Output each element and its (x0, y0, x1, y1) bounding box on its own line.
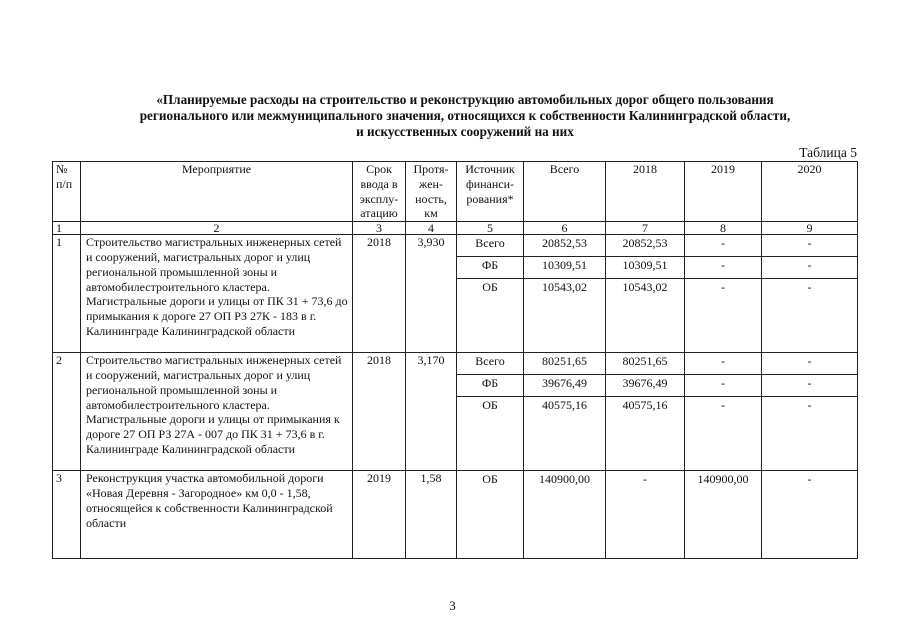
year-2018-cell-group (606, 353, 685, 471)
year-2020-cell: - (762, 375, 857, 397)
length-km: 3,170 (406, 353, 457, 471)
year-2019-cell: - (685, 375, 761, 397)
source-cell-group (457, 353, 524, 471)
total-cell-group (524, 471, 606, 559)
year-2018-cell: 39676,49 (606, 375, 684, 397)
header-2018: 2018 (606, 162, 685, 222)
year-2018-cell: 20852,53 (622, 236, 668, 251)
col-number: 3 (353, 222, 406, 235)
year-2020-cell: - (807, 354, 812, 369)
year-2018-cell: 10309,51 (606, 257, 684, 279)
title-line-2: регионального или межмуниципального значения, относящихся к собственности Калининградской области, (139, 108, 791, 123)
source-cell: ОБ (482, 472, 498, 487)
commission-year: 2019 (353, 471, 406, 559)
expenses-table (52, 161, 858, 559)
col-number: 1 (53, 222, 81, 235)
total-cell: 40575,16 (524, 397, 605, 419)
year-2020-cell-group (762, 471, 858, 559)
source-cell: ОБ (457, 279, 523, 301)
year-2018-cell: 80251,65 (622, 354, 668, 369)
total-cell: 20852,53 (542, 236, 587, 251)
length-km: 3,930 (406, 235, 457, 353)
header-total: Всего (524, 162, 606, 222)
year-2019-cell: - (685, 279, 761, 301)
header-term: Срок ввода в эксплу- атацию (353, 162, 406, 222)
source-cell: ОБ (457, 397, 523, 419)
header-2020: 2020 (762, 162, 858, 222)
length-km: 1,58 (406, 471, 457, 559)
total-cell-group (524, 235, 606, 353)
total-cell: 140900,00 (539, 472, 590, 487)
row-number: 1 (53, 235, 81, 353)
source-cell: ФБ (457, 257, 523, 279)
table-row (53, 353, 858, 471)
year-2019-cell-group (685, 353, 762, 471)
year-2018-cell: 40575,16 (606, 397, 684, 419)
event-description: Реконструкция участка автомобильной дороги «Новая Деревня - Загородное» км 0,0 - 1,58, относящейся к собственности Калининградской области (81, 471, 353, 559)
year-2018-cell: - (643, 472, 647, 487)
row-number: 2 (53, 353, 81, 471)
total-cell: 10309,51 (524, 257, 605, 279)
year-2020-cell: - (762, 279, 857, 301)
event-description: Строительство магистральных инженерных сетей и сооружений, магистральных дорог и улиц региональной промышленной зоны и автомобилестроительного кластера. Магистральные дороги и улицы от ПК 31 + 73,6 до примыкания к дороге 27 ОП РЗ 27К - 183 в г. Калининграде Калининградской области (81, 235, 353, 353)
source-cell: Всего (475, 236, 505, 251)
year-2020-cell: - (807, 236, 812, 251)
col-number: 9 (762, 222, 858, 235)
col-number: 2 (81, 222, 353, 235)
year-2019-cell-group (685, 471, 762, 559)
col-number: 8 (685, 222, 762, 235)
year-2019-cell: - (685, 257, 761, 279)
year-2020-cell-group (762, 235, 858, 353)
year-2020-cell: - (762, 257, 857, 279)
year-2019-cell: - (685, 397, 761, 419)
commission-year: 2018 (353, 353, 406, 471)
total-cell-group (524, 353, 606, 471)
source-cell: Всего (475, 354, 505, 369)
col-number: 5 (457, 222, 524, 235)
year-2020-cell-group (762, 353, 858, 471)
column-number-row (53, 222, 858, 235)
header-length: Протя- жен- ность, км (406, 162, 457, 222)
total-cell: 80251,65 (542, 354, 587, 369)
header-event: Мероприятие (81, 162, 353, 222)
row-number: 3 (53, 471, 81, 559)
table-label: Таблица 5 (799, 145, 857, 160)
header-num: № п/п (53, 162, 81, 222)
title-line-3: и искусственных сооружений на них (356, 124, 574, 139)
year-2019-cell: - (721, 236, 725, 251)
source-cell: ФБ (457, 375, 523, 397)
year-2018-cell-group (606, 471, 685, 559)
source-cell-group (457, 471, 524, 559)
source-cell-group (457, 235, 524, 353)
year-2020-cell: - (762, 397, 857, 419)
event-description: Строительство магистральных инженерных сетей и сооружений, магистральных дорог и улиц региональной промышленной зоны и автомобилестроительного кластера. Магистральные дороги и улицы от примыкания к дороге 27 ОП РЗ 27А - 007 до ПК 31 + 73,6 в г. Калининграде Калининградской области (81, 353, 353, 471)
document-title (60, 92, 870, 140)
year-2018-cell-group (606, 235, 685, 353)
col-number: 4 (406, 222, 457, 235)
year-2018-cell: 10543,02 (606, 279, 684, 301)
header-source: Источник финанси- рования* (457, 162, 524, 222)
total-cell: 10543,02 (524, 279, 605, 301)
col-number: 6 (524, 222, 606, 235)
title-line-1: «Планируемые расходы на строительство и реконструкцию автомобильных дорог общего пользования (156, 92, 774, 107)
year-2019-cell-group (685, 235, 762, 353)
col-number: 7 (606, 222, 685, 235)
table-row (53, 471, 858, 559)
table-row (53, 235, 858, 353)
header-2019: 2019 (685, 162, 762, 222)
header-row (53, 162, 858, 222)
page-number: 3 (449, 598, 456, 613)
total-cell: 39676,49 (524, 375, 605, 397)
year-2020-cell: - (807, 472, 812, 487)
year-2019-cell: 140900,00 (697, 472, 749, 487)
year-2019-cell: - (721, 354, 725, 369)
commission-year: 2018 (353, 235, 406, 353)
